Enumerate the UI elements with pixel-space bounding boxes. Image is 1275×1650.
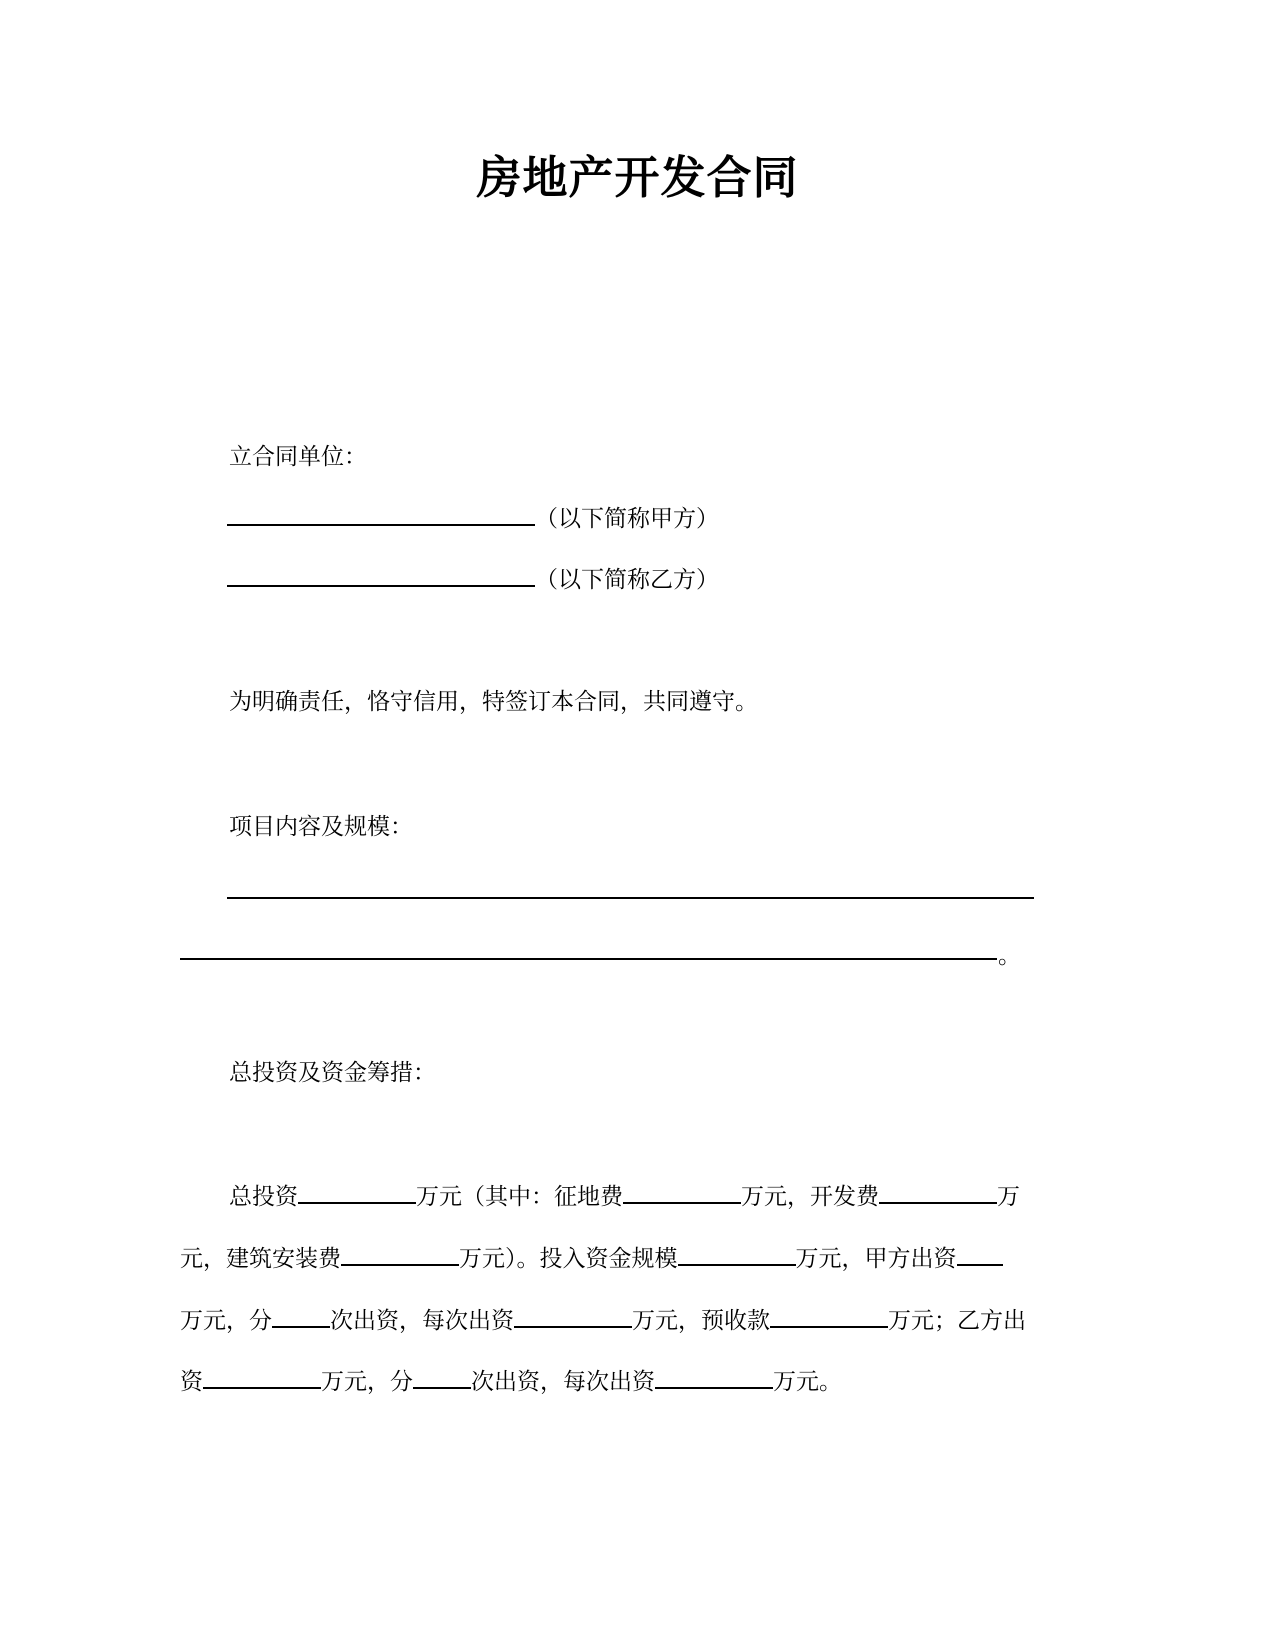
party-b-installments-label: 万元，分 (321, 1369, 413, 1395)
party-a-installments-label: 万元，分 (180, 1308, 272, 1334)
investment-line-1 (229, 1180, 1020, 1213)
line-4-end: 万元。 (773, 1369, 842, 1395)
party-b-contribution-blank[interactable] (203, 1365, 321, 1389)
capital-scale-label: 万元）。投入资金规模 (459, 1246, 678, 1272)
land-fee-blank[interactable] (623, 1180, 741, 1204)
project-end-mark: 。 (998, 943, 1021, 969)
party-b-per-installment-blank[interactable] (655, 1365, 773, 1389)
project-blank-line-2[interactable] (180, 958, 997, 960)
investment-line-4 (180, 1365, 842, 1398)
project-blank-line-1[interactable] (227, 897, 1034, 899)
party-b-label: （以下简称乙方） (535, 567, 719, 593)
party-a-contribution-label: 万元，甲方出资 (795, 1246, 957, 1272)
total-investment-label: 总投资 (229, 1184, 298, 1210)
development-fee-label: 万元，开发费 (741, 1184, 879, 1210)
project-heading: 项目内容及规模： (229, 814, 413, 840)
party-b-blank[interactable] (227, 563, 535, 587)
party-a-per-installment-label: 次出资，每次出资 (330, 1308, 514, 1334)
investment-heading: 总投资及资金筹措： (229, 1060, 436, 1086)
line-4-start: 资 (180, 1369, 203, 1395)
advance-payment-label: 万元，预收款 (632, 1308, 770, 1334)
line-1-tail: 万 (997, 1184, 1020, 1210)
party-b-contribution-label: 万元；乙方出 (888, 1308, 1026, 1334)
investment-line-2 (180, 1242, 1003, 1275)
party-a-contribution-blank[interactable] (957, 1242, 1003, 1266)
construction-fee-blank[interactable] (341, 1242, 459, 1266)
party-b-line (227, 563, 719, 596)
party-a-installments-blank[interactable] (272, 1304, 330, 1328)
party-a-per-installment-blank[interactable] (514, 1304, 632, 1328)
party-b-installments-blank[interactable] (413, 1365, 471, 1389)
party-b-per-installment-label: 次出资，每次出资 (471, 1369, 655, 1395)
party-a-label: （以下简称甲方） (535, 506, 719, 532)
parties-heading: 立合同单位： (229, 444, 367, 470)
capital-scale-blank[interactable] (678, 1242, 796, 1266)
party-a-line (227, 502, 719, 535)
construction-fee-label: 元，建筑安装费 (180, 1246, 341, 1272)
investment-line-3 (180, 1304, 1026, 1337)
document-title: 房地产开发合同 (476, 151, 799, 204)
party-a-blank[interactable] (227, 502, 535, 526)
total-investment-blank[interactable] (298, 1180, 416, 1204)
land-fee-label: 万元（其中：征地费 (416, 1184, 623, 1210)
advance-payment-blank[interactable] (770, 1304, 888, 1328)
development-fee-blank[interactable] (879, 1180, 997, 1204)
intro-paragraph: 为明确责任，恪守信用，特签订本合同，共同遵守。 (229, 689, 758, 715)
